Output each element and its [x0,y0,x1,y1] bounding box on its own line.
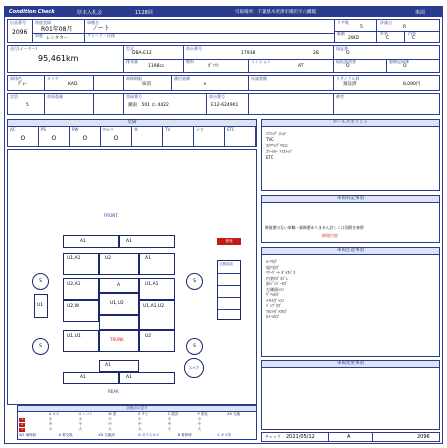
spare-tire: スペア [184,358,204,378]
equipment-label: TV [165,127,171,132]
repair-content: 修理内容 [322,233,338,238]
history-value: レンタカー [46,36,69,41]
vin-label: 車台番号 [209,94,225,99]
legend-cell: 小 [48,417,53,421]
rear-bumper-right: A1 [119,372,175,384]
equipment-box [7,119,257,147]
inspection-line: ﾘｱｰｹﾞｰﾄ ｶﾞﾗｽﾊﾞﾈ [266,270,296,275]
warranty-value: O [346,51,350,56]
repair-tag: 修理 [217,238,241,245]
legend-cell: P 塗装 [197,412,208,416]
front-label: FRONT [104,213,118,218]
legend-bottom-cell: W1 補修跡 [19,433,37,437]
note-label: 備考 [336,94,344,99]
condition-sheet [4,6,443,444]
damage-diagram [7,149,257,405]
legend-cell: 小 [197,417,201,421]
rear-label: REAR [108,389,119,394]
remarks-box [261,360,440,430]
reg-num-label: 登録番号 [126,94,142,99]
door-value: 5 [360,25,363,30]
legend-bottom-cell: XX 交換済 [98,433,115,437]
car-name-label: 車種名 [87,20,99,25]
wheel-front-left: S [32,273,49,290]
docs-label: 申請書類 [251,76,267,81]
inspection-value: 抹消 [142,82,151,87]
hood: U2 [99,253,139,275]
roof: U1,U2 [99,293,139,315]
inspection-line: 屋内ｷｽﾞ [266,264,280,270]
special-notes-title: 車両特記事項 [262,196,439,203]
legend-title: 評価点の見方 [18,406,256,412]
color-label: 車体色 [10,76,22,81]
selling-point-line: ｽﾏｰﾄｷｰ ｱｲｽﾄｯﾌﾟ [266,149,294,154]
legend-cell: 小 [167,417,172,421]
legend-cell: W 波 [108,412,117,416]
equipment-value: O [51,135,57,142]
legend-box [17,405,257,440]
legend-cell: 大 [197,427,201,431]
selling-points-box [261,119,440,191]
tire-label: タイヤ [47,76,59,81]
left-front-door: U2,A1 [63,278,99,300]
equipment-cell-7 [225,127,256,146]
record-value: O [403,64,407,69]
equipment-cell-0 [8,127,39,146]
record-label: 整備記録簿 [389,59,409,64]
inspection-line: ｸﾞﾘﾙｷｽﾞ [266,292,280,297]
wheel-rear-left: S [32,338,49,355]
windshield: A [99,278,139,293]
serial-number: 28 [313,51,319,56]
front-bumper-left: A1 [63,235,119,248]
equipment-value: O [113,135,119,142]
recycle-amount: 8,090円 [403,82,421,87]
legend-cell: 中 [197,422,201,426]
rear-glass [99,315,139,330]
right-rear-quarter: U2 [139,330,175,352]
footer-grade: A [347,434,351,440]
footer-bar [261,432,440,442]
front-fender-left: U1,A1 [63,253,99,275]
legend-bottom-cell: B 要修理 [177,433,192,437]
stamp-label: チェック [265,434,281,439]
selling-point-line: ｽﾃｱﾘﾝｸﾞﾘﾓｺﾝ [266,143,288,148]
equipment-value: × [203,82,207,87]
serial-value: 17938 [241,51,256,56]
sheet-header [5,7,442,17]
legend-cell: 小 [108,417,112,421]
inspection-line: ﾌﾛﾝﾄｶﾞﾗｽｷｽﾞ [266,308,288,314]
color-value: ｸﾞﾚｰ [18,82,27,87]
inspection-line: ﾙｰﾌｷｽﾞ [266,259,278,264]
legend-cell: 3 [21,427,24,431]
drive-label: 駆動 [337,31,345,36]
legend-cell: 大 [138,427,142,431]
selling-point-line: ETC [266,155,274,160]
legend-cell: 大 [78,427,82,431]
trunk: TRUNK [99,330,139,352]
legend-cell: 中 [167,422,172,426]
legend-cell: 中 [108,422,112,426]
score-value: R [403,25,407,30]
weight-label: 車両重量 [47,94,63,99]
vin-value: E12-624901 [211,103,239,108]
left-rear-quarter: U1,U1 [63,330,99,352]
legend-cell: 中 [78,422,82,426]
tire-value: KAD [68,82,78,87]
legend-cell: 大 [108,427,112,431]
equipment-cell-4 [132,127,163,146]
legend-cell: 大 [48,427,53,431]
legend-cell: 2 [21,422,24,426]
reg-date: R01年08月 [41,26,73,33]
front-bumper-right: A1 [119,235,175,248]
legend-bottom-cell: C キズ有 [217,433,232,437]
left-rear-door: U2,W [63,300,99,322]
mileage-value: 95,461km [38,54,79,63]
equipment-label: ナビ [196,127,204,132]
grade-label: グレード・仕様 [87,33,115,38]
equipment-label: ｻﾝﾙｰﾌ [103,127,113,132]
special-notes-text: 修復歴のない車輌・補修歴ありません詳しくは別紙を参照 [265,225,364,230]
pickup-place: 引取場所：千葉県木更津市畑沢字八幡越 [235,10,316,15]
interior-value: C [412,36,416,41]
equipment-cell-3 [101,127,132,146]
legend-cell: XX 交換 [227,412,241,416]
equipment-label: 革 [134,127,138,132]
brand-title: Condition Check [9,9,55,15]
selling-point-line: ｴｱｺﾝﾃﾞｨｼｮﾅ [266,131,286,136]
exterior-value: C [386,36,390,41]
equipment-cell-2 [70,127,101,146]
reg-num-value: 湘南 501 わ 4422 [128,103,169,108]
equipment-label: PW [72,127,79,132]
warranty-label: 保証書 [336,46,348,51]
equipment-cell-1 [39,127,70,146]
inspection-line: ﾗｲﾄｷｽﾞﾍｺﾐ [266,297,284,303]
trans-label: ミッション [251,59,271,64]
mileage-label: 走行(メーター) [10,46,38,51]
manual-value: O [346,64,350,69]
legend-cell: 大 [167,427,172,431]
inspection-line: 内装ｷｽﾞﾖｺﾞﾚ [266,275,288,281]
lot-number: 2096 [12,29,28,36]
equipment-value: O [82,135,88,142]
recycle-status: 預託済 [343,82,357,87]
legend-bottom-cell: X 要交換 [58,433,73,437]
selling-points-title: セールスポイント [262,120,439,127]
inspection-box [261,247,440,357]
capacity-value: 5 [26,103,29,108]
rear-bumper-left: A1 [63,372,119,384]
rear-panel: A1 [99,360,139,372]
session-number: 1128回 [135,9,153,16]
inspection-line: 左側面ﾍｺﾐ [266,286,284,292]
left-step: U1 [34,294,48,318]
serial-label: 車台番号 [186,46,202,51]
exterior-label: 外装 [380,31,388,36]
legend-cell: U ヘコミ [78,412,93,416]
drive-value: 2WD [348,36,359,41]
equipment-cell-5 [163,127,194,146]
legend-cell: 中 [138,422,142,426]
manual-label: 取扱説明書 [336,59,356,64]
equipment-value: O [20,135,26,142]
front-fender-right: A1 [139,253,175,275]
legend-bottom-cell: G ガラスキズ [138,433,160,437]
replaced-parts-box: 交換部品 [217,260,241,320]
equipment-label: ETC [227,127,235,132]
inspection-line: ﾎｲｰﾙｷｽﾞ [266,314,280,319]
check-date: 2021/05/12 [286,434,315,440]
legend-cell: 小 [78,417,82,421]
inspection-line: ﾊﾟﾝﾌﾟｷｽﾞ [266,303,282,308]
inspection-line: 前ﾊﾞﾝﾊﾟｰｷｽﾞ [266,281,288,286]
type-label: 型式 [126,46,134,51]
row-spec-info [7,45,440,73]
row-registration-info [7,93,440,115]
auction-name: 厚木入札会 [77,9,103,16]
equipment-label: PS [41,127,46,132]
cc-value: 1198cc [148,64,165,69]
right-front-door: U1,A1 [139,278,175,300]
selling-point-line: TVC [266,137,274,142]
equipment-title: 装備 [8,120,256,127]
equipment-label: AC [10,127,16,132]
header-footer-label: 車両 [415,9,426,16]
special-notes-box [261,195,440,243]
car-name: ノート [92,25,110,32]
footer-lot: 2096 [417,434,430,440]
right-rear-door: U1,A1,U2 [139,300,175,330]
reg-label: 初度登録 [35,20,51,25]
cc-label: 排気量 [126,59,138,64]
history-label: 車歴 [35,33,43,38]
trans-value: AT [298,64,304,69]
remarks-title: 車両変更事項 [262,361,439,368]
fuel-label: 燃料 [186,59,194,64]
legend-cell: A キズ [48,412,60,416]
interior-label: 内装 [408,31,416,36]
legend-cell: 小 [138,417,142,421]
wheel-rear-right: S [186,338,203,355]
score-label: 評価点 [380,20,392,25]
lot-label: 出品番号 [10,20,26,25]
door-label: ドア数 [337,20,349,25]
wheel-front-right: S [186,273,203,290]
inspection-title: 車両注意事項 [262,248,439,255]
legend-cell: C 腐食 [167,412,179,416]
row-basic-info [7,19,440,43]
capacity-label: 定員 [10,94,18,99]
inspection-label: 車検期限 [126,76,142,81]
row-color-info [7,75,440,91]
type-value: DBA-E12 [132,51,152,56]
fuel-value: ｶﾞｿﾘﾝ [208,64,220,69]
recycle-label: リサイクル料 [336,76,360,81]
equipment-label: 備付装備 [174,76,190,81]
legend-cell: 1 [21,417,24,421]
legend-cell: 中 [48,422,53,426]
legend-cell: S サビ [138,412,149,416]
equipment-cell-6 [194,127,225,146]
